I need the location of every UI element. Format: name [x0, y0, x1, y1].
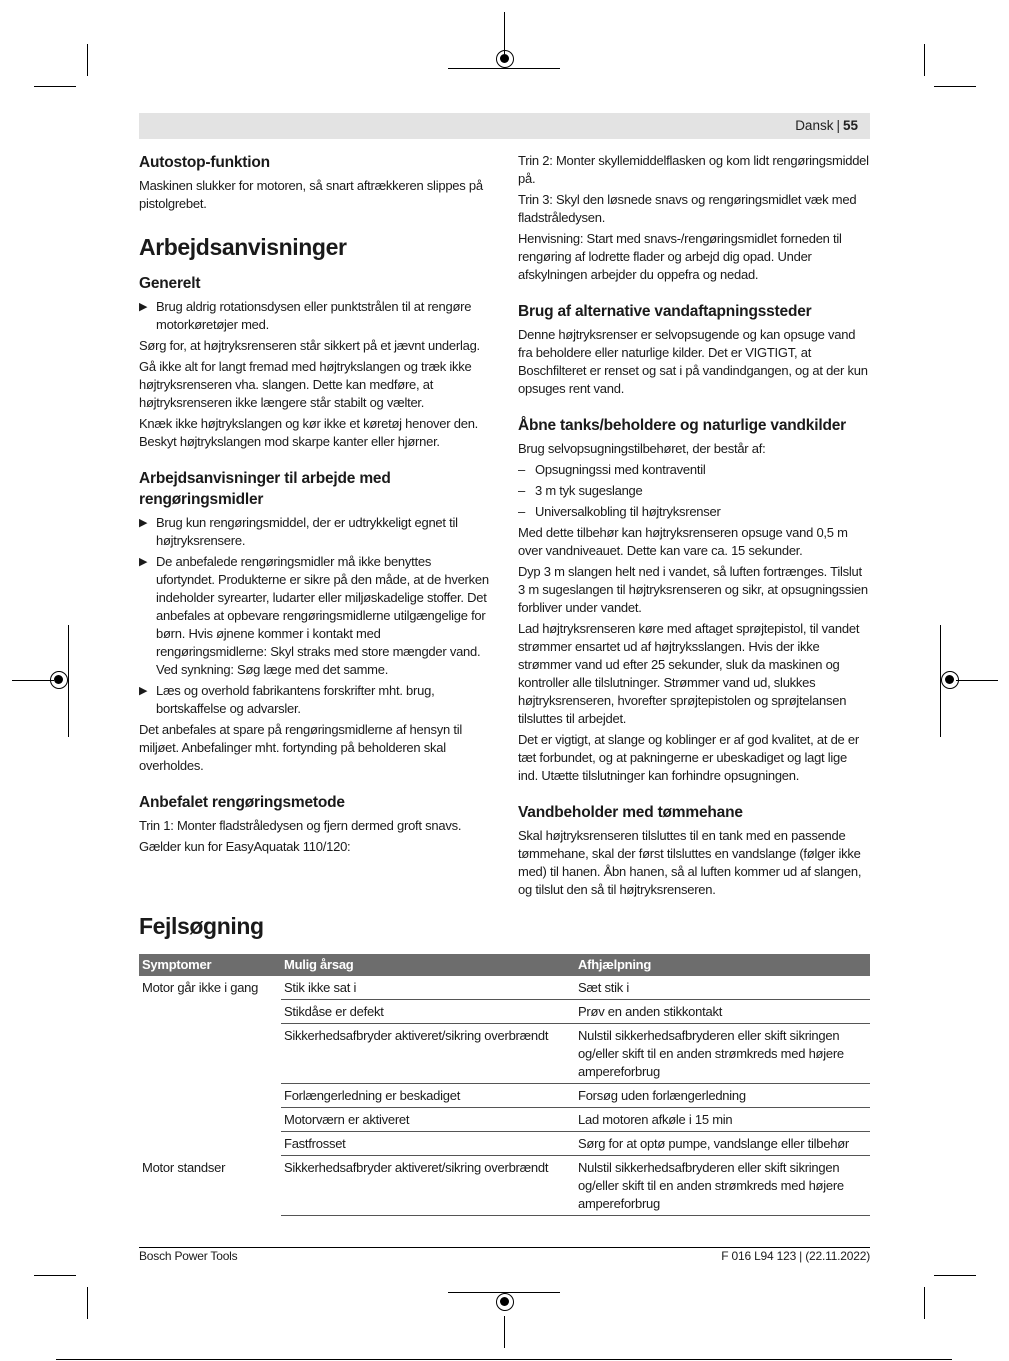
- section-heading: Vandbeholder med tømmehane: [518, 804, 743, 821]
- registration-mark-icon: [50, 671, 68, 689]
- paragraph: Trin 3: Skyl den løsnede snavs og rengøringsmidlet væk med fladstråledysen.: [518, 192, 857, 225]
- header-text: [795, 118, 858, 133]
- fix-cell: Sæt stik i: [575, 976, 870, 1000]
- section-heading: Generelt: [139, 275, 201, 292]
- paragraph: Gå ikke alt for langt fremad med højtrykslangen og træk ikke højtryksrenseren vha. slangen. Dette kan medføre, at højtryksrenseren ikke længere står stabilt og vælter.: [139, 359, 472, 410]
- cause-cell: Fastfrosset: [281, 1132, 575, 1156]
- paragraph: Trin 1: Monter fladstråledysen og fjern dermed groft snavs.: [139, 818, 462, 833]
- footer-rule: [139, 1247, 870, 1248]
- list-item: [518, 461, 870, 479]
- left-column: [139, 152, 492, 859]
- fix-cell: Nulstil sikkerhedsafbryderen eller skift sikringen og/eller skift til en anden strømkreds med højere ampereforbrug: [575, 1024, 870, 1084]
- chapter-heading: Arbejdsanvisninger: [139, 234, 347, 260]
- crop-mark: [12, 680, 54, 681]
- fix-cell: Sørg for at optø pumpe, vandslange eller tilbehør: [575, 1132, 870, 1156]
- dash-marker: –: [518, 462, 525, 477]
- paragraph: Lad højtryksrenseren køre med aftaget sprøjtepistol, til vandet strømmer ensartet ud af højtryksslangen. Hvis der ikke strømmer vand ud efter 25 sekunder, sluk da maskinen og kontroller alle tilslutninger. Strømmer vand ud, slukkes højtryksrenseren, hvorefter sprøjtepistolen og sprøjtelansen tilsluttes til arbejdet.: [518, 621, 860, 726]
- bullet-item: [139, 514, 492, 550]
- section-heading: Arbejdsanvisninger til arbejde med rengøringsmidler: [139, 470, 391, 508]
- paragraph: Skal højtryksrenseren tilsluttes til en tank med en passende tømmehane, skal der først tilsluttes en vandslange (følger ikke med) til hanen. Åbn hanen, så al luften kommer ud af slangen, og tilslut den så til højtryksrenseren.: [518, 828, 862, 897]
- header-separator: |: [836, 118, 840, 133]
- list-item: [518, 503, 870, 521]
- header-language: Dansk: [795, 118, 834, 133]
- paragraph: Dyp 3 m slangen helt ned i vandet, så luften fortrænges. Tilslut 3 m sugeslangen til højtryksrenseren og sikr, at opsugningssien forbliver under vandet.: [518, 564, 868, 615]
- crop-mark: [504, 12, 505, 54]
- troubleshooting-table: [139, 954, 870, 1216]
- list-item-text: Universalkobling til højtryksrenser: [535, 504, 721, 519]
- section-heading: Anbefalet rengøringsmetode: [139, 794, 345, 811]
- fix-cell: Nulstil sikkerhedsafbryderen eller skift sikringen og/eller skift til en anden strømkreds med højere ampereforbrug: [575, 1156, 870, 1216]
- fix-cell: Lad motoren afkøle i 15 min: [575, 1108, 870, 1132]
- dash-marker: –: [518, 504, 525, 519]
- cause-cell: Forlængerledning er beskadiget: [281, 1084, 575, 1108]
- paragraph: Det er vigtigt, at slange og koblinger er af god kvalitet, at de er tæt forbundet, og at pakningerne er ubeskadiget og lagt lige ind. Utætte tilslutninger kan forhindre opsugningen.: [518, 732, 859, 783]
- footer-brand: Bosch Power Tools: [139, 1249, 238, 1263]
- crop-mark: [924, 1287, 925, 1319]
- paragraph: Gælder kun for EasyAquatak 110/120:: [139, 839, 351, 854]
- fix-cell: Forsøg uden forlængerledning: [575, 1084, 870, 1108]
- section-heading: Åbne tanks/beholdere og naturlige vandkilder: [518, 417, 846, 434]
- paragraph: Knæk ikke højtrykslangen og kør ikke et køretøj henover den. Beskyt højtrykslangen mod skarpe kanter eller hjørner.: [139, 416, 479, 449]
- paragraph: Henvisning: Start med snavs-/rengøringsmidlet forneden til rengøring af lodrette flader og arbejd dig opad. Under afskylningen arbejder du oppefra og nedad.: [518, 231, 842, 282]
- symptom-cell: Motor standser: [142, 1159, 226, 1175]
- registration-mark-icon: [496, 1293, 514, 1311]
- list-item-text: 3 m tyk sugeslange: [535, 483, 643, 498]
- crop-mark: [34, 86, 76, 87]
- list-item: [518, 482, 870, 500]
- column-header-fix: Afhjælpning: [575, 954, 870, 976]
- right-column: [518, 152, 870, 902]
- bullet-text: Brug kun rengøringsmiddel, der er udtrykkeligt egnet til højtryksrensere.: [156, 515, 458, 548]
- crop-mark: [504, 1316, 505, 1348]
- chapter-heading: Fejlsøgning: [139, 913, 264, 939]
- fix-cell: Prøv en anden stikkontakt: [575, 1000, 870, 1024]
- bullet-item: [139, 682, 492, 718]
- paragraph: Denne højtryksrenser er selvopsugende og kan opsuge vand fra beholdere eller naturlige kilder. Det er VIGTIGT, at Boschfilteret er renset og sat i på vandindgangen, og at der kun opsuges rent vand.: [518, 327, 868, 396]
- crop-mark: [68, 625, 69, 737]
- crop-mark: [924, 44, 925, 76]
- cause-cell: Motorværn er aktiveret: [281, 1108, 575, 1132]
- bullet-triangle-icon: ▶: [139, 301, 148, 313]
- paragraph: Brug selvopsugningstilbehøret, der består af:: [518, 441, 766, 456]
- crop-mark: [934, 1275, 976, 1276]
- symptom-cell: Motor går ikke i gang: [142, 980, 259, 995]
- table-row: [139, 976, 870, 1000]
- column-header-cause: Mulig årsag: [281, 954, 575, 976]
- bullet-triangle-icon: ▶: [139, 685, 148, 697]
- paragraph: Det anbefales at spare på rengøringsmidlerne af hensyn til miljøet. Anbefalinger mht. fortynding på beholderen skal overholdes.: [139, 722, 462, 773]
- crop-mark: [934, 86, 976, 87]
- bullet-triangle-icon: ▶: [139, 556, 148, 568]
- crop-mark: [87, 44, 88, 76]
- cause-cell: Sikkerhedsafbryder aktiveret/sikring overbrændt: [281, 1156, 575, 1216]
- table-row: [139, 1156, 870, 1216]
- crop-mark: [34, 1275, 76, 1276]
- crop-mark: [956, 680, 998, 681]
- crop-mark: [448, 68, 560, 69]
- paragraph: Med dette tilbehør kan højtryksrenseren opsuge vand 0,5 m over vandniveauet. Dette kan vare ca. 15 sekunder.: [518, 525, 848, 558]
- page-number: 55: [842, 118, 858, 133]
- page-header: [139, 113, 870, 139]
- registration-mark-icon: [496, 50, 514, 68]
- footer-doc-id: F 016 L94 123 | (22.11.2022): [721, 1249, 870, 1263]
- bullet-text: Brug aldrig rotationsdysen eller punktstrålen til at rengøre motorkøretøjer med.: [156, 299, 472, 332]
- bullet-text: De anbefalede rengøringsmidler må ikke benyttes ufortyndet. Produkterne er sikre på den måde, at de hverken indeholder syrearter, ludarter eller miljøskadelige stoffer. Det anbefales at opbevare rengøringsmidlerne utilgængelige for børn. Hvis øjnene kommer i kontakt med rengøringsmidlerne: Skyl straks med store mængder vand. Ved synkning: Søg læge med det samme.: [156, 554, 489, 677]
- paragraph: Trin 2: Monter skyllemiddelflasken og kom lidt rengøringsmiddel på.: [518, 153, 869, 186]
- bullet-item: [139, 298, 492, 334]
- section-heading: Autostop-funktion: [139, 154, 270, 171]
- cause-cell: Stikdåse er defekt: [281, 1000, 575, 1024]
- column-header-symptom: Symptomer: [139, 954, 281, 976]
- dash-marker: –: [518, 483, 525, 498]
- bullet-text: Læs og overhold fabrikantens forskrifter mht. brug, bortskaffelse og advarsler.: [156, 683, 435, 716]
- registration-mark-icon: [941, 671, 959, 689]
- section-heading: Brug af alternative vandaftapningssteder: [518, 303, 812, 320]
- bullet-triangle-icon: ▶: [139, 517, 148, 529]
- bullet-item: [139, 553, 492, 679]
- crop-mark: [56, 1359, 952, 1360]
- cause-cell: Stik ikke sat i: [281, 976, 575, 1000]
- paragraph: Sørg for, at højtryksrenseren står sikkert på et jævnt underlag.: [139, 338, 480, 353]
- list-item-text: Opsugningssi med kontraventil: [535, 462, 706, 477]
- cause-cell: Sikkerhedsafbryder aktiveret/sikring overbrændt: [281, 1024, 575, 1084]
- table-header-row: [139, 954, 870, 976]
- paragraph: Maskinen slukker for motoren, så snart aftrækkeren slippes på pistolgrebet.: [139, 178, 483, 211]
- crop-mark: [87, 1287, 88, 1319]
